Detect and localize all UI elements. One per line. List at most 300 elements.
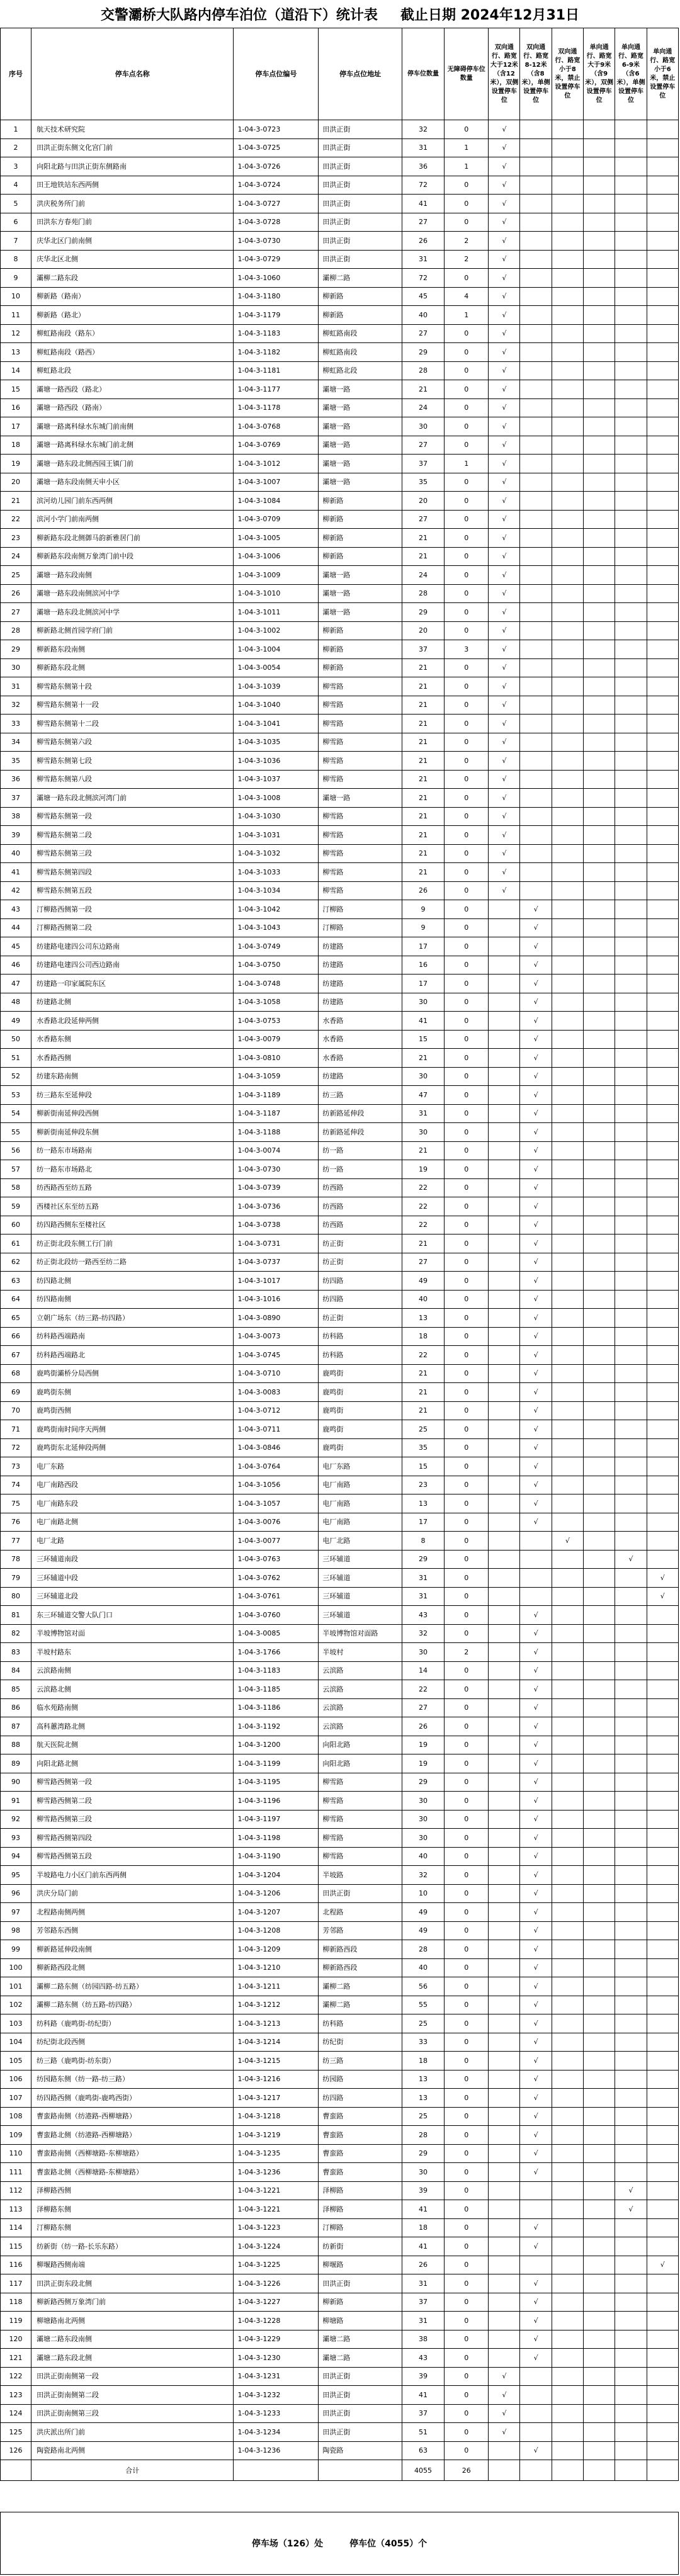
cell-c6: [647, 547, 678, 566]
cell-addr: 北程路: [319, 1903, 402, 1922]
cell-code: 1-04-3-1227: [234, 2293, 319, 2312]
cell-seq: 124: [1, 2404, 31, 2423]
cell-c2: √: [520, 2070, 552, 2089]
cell-name: 柳塘路南北两侧: [31, 2312, 234, 2330]
cell-bf: 0: [445, 752, 489, 771]
cell-c6: [647, 436, 678, 455]
cell-c3: [552, 2274, 583, 2293]
cell-bf: 0: [445, 2070, 489, 2089]
cell-count: 13: [402, 2089, 444, 2108]
cell-c5: [615, 826, 647, 845]
cell-name: 庆华北区门前南侧: [31, 232, 234, 251]
cell-bf: 2: [445, 250, 489, 269]
cell-name: 东三环辅道交警大队门口: [31, 1606, 234, 1625]
cell-addr: 泽柳路: [319, 2181, 402, 2200]
cell-c6: [647, 287, 678, 306]
cell-code: 1-04-3-0085: [234, 1624, 319, 1643]
cell-code: 1-04-3-1192: [234, 1717, 319, 1736]
table-row: [1, 1030, 679, 1049]
cell-count: 56: [402, 1977, 444, 1996]
cell-bf: 0: [445, 2293, 489, 2312]
cell-c3: [552, 2386, 583, 2405]
total-addr: [319, 2460, 402, 2481]
cell-c3: [552, 584, 583, 603]
cell-code: 1-04-3-0074: [234, 1141, 319, 1160]
cell-seq: 35: [1, 752, 31, 771]
cell-name: 庆华北区北侧: [31, 250, 234, 269]
table-row: [1, 1364, 679, 1383]
cell-c1: [489, 2218, 520, 2237]
cell-c1: √: [489, 138, 520, 157]
cell-c5: [615, 176, 647, 195]
cell-c6: [647, 1829, 678, 1848]
cell-code: 1-04-3-1040: [234, 696, 319, 715]
cell-c5: [615, 1327, 647, 1346]
cell-addr: 水香路: [319, 1012, 402, 1031]
cell-c6: [647, 213, 678, 232]
cell-c2: √: [520, 2163, 552, 2182]
cell-c6: [647, 1643, 678, 1662]
cell-c3: [552, 1438, 583, 1457]
cell-c2: √: [520, 1104, 552, 1123]
cell-c5: [615, 1067, 647, 1086]
cell-addr: 田洪正街: [319, 213, 402, 232]
cell-c6: [647, 1401, 678, 1420]
cell-seq: 56: [1, 1141, 31, 1160]
cell-c5: [615, 621, 647, 640]
cell-c1: [489, 1160, 520, 1179]
cell-c1: [489, 1773, 520, 1792]
table-row: [1, 1049, 679, 1068]
cell-c5: [615, 658, 647, 677]
cell-count: 22: [402, 1178, 444, 1197]
cell-c3: [552, 696, 583, 715]
cell-c1: [489, 1903, 520, 1922]
cell-bf: 0: [445, 1792, 489, 1811]
cell-c1: √: [489, 789, 520, 808]
cell-count: 22: [402, 1346, 444, 1365]
cell-addr: 三环辅道: [319, 1550, 402, 1569]
cell-c5: [615, 1773, 647, 1792]
cell-name: 云滨路北侧: [31, 1680, 234, 1699]
cutoff-date: 截止日期 2024年12月31日: [400, 7, 580, 23]
cell-c5: [615, 1977, 647, 1996]
cell-c2: √: [520, 993, 552, 1012]
cell-c4: [584, 2256, 615, 2274]
cell-c4: [584, 956, 615, 974]
cell-c2: √: [520, 2014, 552, 2033]
cell-c1: √: [489, 566, 520, 585]
cell-c2: √: [520, 2089, 552, 2108]
cell-c4: [584, 1996, 615, 2014]
cell-code: 1-04-3-1214: [234, 2033, 319, 2052]
cell-c6: [647, 1420, 678, 1439]
cell-addr: 纺建路: [319, 956, 402, 974]
cell-name: 柳虹路南段（路东）: [31, 324, 234, 343]
cell-c6: [647, 1624, 678, 1643]
cell-addr: 柳新路: [319, 658, 402, 677]
cell-c1: [489, 1420, 520, 1439]
cell-c1: [489, 1401, 520, 1420]
cell-bf: 4: [445, 287, 489, 306]
cell-count: 16: [402, 956, 444, 974]
cell-c2: √: [520, 1717, 552, 1736]
cell-c3: [552, 250, 583, 269]
cell-count: 30: [402, 1810, 444, 1829]
cell-addr: 半坡村: [319, 1643, 402, 1662]
cell-name: 灞塘一路东段南侧: [31, 566, 234, 585]
table-row: [1, 2200, 679, 2219]
cell-c5: [615, 1717, 647, 1736]
cell-c6: [647, 715, 678, 733]
table-row: [1, 1012, 679, 1031]
cell-c1: [489, 1792, 520, 1811]
cell-c5: [615, 2126, 647, 2145]
cell-bf: 0: [445, 1513, 489, 1532]
cell-code: 1-04-3-0846: [234, 1438, 319, 1457]
cell-addr: 田洪正街: [319, 2404, 402, 2423]
cell-c3: [552, 1309, 583, 1328]
cell-bf: 0: [445, 2218, 489, 2237]
cell-c4: [584, 2181, 615, 2200]
cell-c6: [647, 1272, 678, 1291]
cell-c6: [647, 1606, 678, 1625]
cell-bf: 0: [445, 343, 489, 362]
cell-addr: 云滨路: [319, 1698, 402, 1717]
cell-c1: √: [489, 436, 520, 455]
cell-bf: 0: [445, 974, 489, 993]
cell-addr: 灞柳二路: [319, 1977, 402, 1996]
cell-c4: [584, 1290, 615, 1309]
cell-addr: 纺正街: [319, 1309, 402, 1328]
cell-c3: [552, 1123, 583, 1142]
cell-c5: [615, 2441, 647, 2460]
cell-c3: [552, 380, 583, 399]
cell-c6: [647, 1253, 678, 1272]
table-row: [1, 232, 679, 251]
cell-c5: [615, 1438, 647, 1457]
cell-bf: 0: [445, 1717, 489, 1736]
cell-c4: [584, 1587, 615, 1606]
cell-c4: [584, 547, 615, 566]
cell-c5: [615, 455, 647, 473]
cell-c4: [584, 287, 615, 306]
cell-c3: [552, 2070, 583, 2089]
cell-c2: [520, 1569, 552, 1588]
cell-count: 18: [402, 2218, 444, 2237]
cell-c5: [615, 1587, 647, 1606]
cell-c5: [615, 752, 647, 771]
cell-c3: [552, 1141, 583, 1160]
cell-addr: 灞塘一路: [319, 566, 402, 585]
cell-addr: 田洪正街: [319, 1884, 402, 1903]
cell-count: 25: [402, 2014, 444, 2033]
cell-bf: 3: [445, 640, 489, 659]
cell-name: 洪庆派出所门前: [31, 2423, 234, 2442]
table-row: [1, 213, 679, 232]
cell-c5: [615, 195, 647, 213]
cell-c4: [584, 1364, 615, 1383]
cell-c5: [615, 1234, 647, 1253]
cell-c5: [615, 1123, 647, 1142]
cell-seq: 16: [1, 398, 31, 417]
cell-name: 柳新街南延伸段东侧: [31, 1123, 234, 1142]
cell-bf: 0: [445, 1569, 489, 1588]
cell-count: 15: [402, 1030, 444, 1049]
cell-code: 1-04-3-1190: [234, 1847, 319, 1866]
cell-c2: [520, 324, 552, 343]
cell-c2: √: [520, 1736, 552, 1754]
cell-c2: √: [520, 1661, 552, 1680]
table-row: [1, 2386, 679, 2405]
cell-c2: √: [520, 1438, 552, 1457]
table-row: [1, 2312, 679, 2330]
cell-addr: 灞塘一路: [319, 436, 402, 455]
cell-count: 29: [402, 1550, 444, 1569]
cell-c4: [584, 1810, 615, 1829]
cell-c3: [552, 1940, 583, 1959]
table-row: [1, 566, 679, 585]
cell-c3: [552, 398, 583, 417]
cell-seq: 13: [1, 343, 31, 362]
cell-c6: [647, 1698, 678, 1717]
table-row: [1, 398, 679, 417]
table-row: [1, 2330, 679, 2349]
cell-c3: [552, 2237, 583, 2256]
cell-c2: [520, 733, 552, 752]
cell-code: 1-04-3-1181: [234, 361, 319, 380]
table-row: [1, 2070, 679, 2089]
cell-bf: 0: [445, 1253, 489, 1272]
cell-c1: [489, 1866, 520, 1885]
cell-c3: [552, 2126, 583, 2145]
cell-c1: √: [489, 324, 520, 343]
cell-c2: √: [520, 2107, 552, 2126]
cell-seq: 68: [1, 1364, 31, 1383]
cell-count: 49: [402, 1272, 444, 1291]
cell-seq: 18: [1, 436, 31, 455]
cell-name: 滨河幼儿园门前东西两侧: [31, 492, 234, 511]
cell-addr: 灞塘二路: [319, 2349, 402, 2368]
cell-count: 47: [402, 1086, 444, 1105]
cell-addr: 柳雪路: [319, 733, 402, 752]
cell-c6: [647, 956, 678, 974]
cell-c4: [584, 1327, 615, 1346]
cell-seq: 69: [1, 1383, 31, 1402]
cell-bf: 0: [445, 2441, 489, 2460]
cell-name: 水香路北段延伸两侧: [31, 1012, 234, 1031]
cell-c1: [489, 1698, 520, 1717]
cell-seq: 70: [1, 1401, 31, 1420]
cell-count: 14: [402, 1661, 444, 1680]
cell-addr: 柳新路: [319, 640, 402, 659]
cell-c5: [615, 1494, 647, 1513]
cell-c4: [584, 213, 615, 232]
cell-name: 灞塘二路东段北侧: [31, 2349, 234, 2368]
cell-code: 1-04-3-1036: [234, 752, 319, 771]
cell-c4: [584, 380, 615, 399]
cell-c4: [584, 1067, 615, 1086]
cell-addr: 柳堰路: [319, 2256, 402, 2274]
cell-name: 纺建路电建四公司西边路南: [31, 956, 234, 974]
cell-c3: [552, 529, 583, 548]
cell-c2: √: [520, 1829, 552, 1848]
cell-addr: 灞塘一路: [319, 417, 402, 436]
cell-count: 21: [402, 752, 444, 771]
table-row: [1, 1866, 679, 1885]
cell-seq: 120: [1, 2330, 31, 2349]
cell-c6: [647, 1903, 678, 1922]
cell-name: 电厂南路东段: [31, 1494, 234, 1513]
cell-name: 向阳北路与田洪正街东侧路南: [31, 157, 234, 176]
cell-c6: [647, 2052, 678, 2070]
cell-c3: [552, 2367, 583, 2386]
table-row: [1, 881, 679, 900]
cell-c3: [552, 455, 583, 473]
cell-code: 1-04-3-1060: [234, 269, 319, 288]
table-row: [1, 157, 679, 176]
cell-addr: 纺园路: [319, 2070, 402, 2089]
cell-code: 1-04-3-1206: [234, 1884, 319, 1903]
total-count: 4055: [402, 2460, 444, 2481]
cell-c3: [552, 1086, 583, 1105]
cell-seq: 47: [1, 974, 31, 993]
cell-c1: [489, 937, 520, 956]
table-row: [1, 417, 679, 436]
cell-bf: 0: [445, 1996, 489, 2014]
cell-c6: [647, 993, 678, 1012]
cell-c4: [584, 2441, 615, 2460]
cell-seq: 59: [1, 1197, 31, 1216]
cell-c4: [584, 603, 615, 622]
cell-c2: √: [520, 2033, 552, 2052]
cell-seq: 5: [1, 195, 31, 213]
cell-name: 曹蛮路北侧（纺港路-西柳塘路）: [31, 2126, 234, 2145]
cell-seq: 19: [1, 455, 31, 473]
table-row: [1, 2274, 679, 2293]
cell-seq: 25: [1, 566, 31, 585]
cell-code: 1-04-3-1221: [234, 2181, 319, 2200]
cell-seq: 89: [1, 1754, 31, 1773]
cell-name: 柳雪路东侧第六段: [31, 733, 234, 752]
cell-c5: [615, 881, 647, 900]
table-row: [1, 138, 679, 157]
cell-seq: 102: [1, 1996, 31, 2014]
cell-count: 40: [402, 1958, 444, 1977]
cell-c2: [520, 2404, 552, 2423]
cell-c4: [584, 1550, 615, 1569]
table-row: [1, 324, 679, 343]
cell-addr: 田洪正街: [319, 195, 402, 213]
cell-c5: [615, 1624, 647, 1643]
cell-addr: 柳新路: [319, 492, 402, 511]
cell-code: 1-04-3-1037: [234, 770, 319, 789]
cell-c5: [615, 715, 647, 733]
cell-count: 40: [402, 1847, 444, 1866]
header-count: 停车位数量: [402, 28, 444, 120]
cell-c1: √: [489, 2367, 520, 2386]
cell-c4: [584, 696, 615, 715]
cell-count: 21: [402, 715, 444, 733]
cell-c3: [552, 1587, 583, 1606]
cell-bf: 0: [445, 1680, 489, 1699]
cell-c1: [489, 1587, 520, 1606]
cell-code: 1-04-3-0749: [234, 937, 319, 956]
cell-bf: 1: [445, 138, 489, 157]
cell-c2: √: [520, 1457, 552, 1476]
cell-c4: [584, 1383, 615, 1402]
cell-c6: [647, 2163, 678, 2182]
cell-seq: 44: [1, 918, 31, 937]
table-row: [1, 2349, 679, 2368]
cell-c5: [615, 1457, 647, 1476]
cell-c5: [615, 1532, 647, 1551]
cell-count: 29: [402, 1773, 444, 1792]
cell-addr: 柳塘路: [319, 2312, 402, 2330]
cell-c5: [615, 1513, 647, 1532]
cell-seq: 8: [1, 250, 31, 269]
cell-c5: [615, 2367, 647, 2386]
cell-c3: [552, 1012, 583, 1031]
cell-name: 灞塘一路东段南侧滨河中学: [31, 584, 234, 603]
cell-seq: 78: [1, 1550, 31, 1569]
cell-c2: [520, 770, 552, 789]
cell-c2: [520, 306, 552, 325]
cell-code: 1-04-3-1230: [234, 2349, 319, 2368]
cell-bf: 0: [445, 324, 489, 343]
table-row: [1, 1717, 679, 1736]
cell-c4: [584, 2163, 615, 2182]
cell-name: 泽柳路西侧: [31, 2181, 234, 2200]
cell-c3: [552, 1698, 583, 1717]
cell-c1: √: [489, 844, 520, 863]
cell-c5: [615, 417, 647, 436]
cell-c3: [552, 1736, 583, 1754]
cell-bf: 0: [445, 1810, 489, 1829]
cell-code: 1-04-3-1180: [234, 287, 319, 306]
cell-code: 1-04-3-0727: [234, 195, 319, 213]
cell-addr: 曹蛮路: [319, 2144, 402, 2163]
cell-seq: 87: [1, 1717, 31, 1736]
cell-code: 1-04-3-1228: [234, 2312, 319, 2330]
cell-c2: [520, 287, 552, 306]
cell-count: 43: [402, 2349, 444, 2368]
cell-name: 柳新街南延伸段西侧: [31, 1104, 234, 1123]
cell-code: 1-04-3-0761: [234, 1587, 319, 1606]
cell-seq: 20: [1, 473, 31, 492]
cell-seq: 67: [1, 1346, 31, 1365]
cell-c1: [489, 2107, 520, 2126]
cell-count: 26: [402, 881, 444, 900]
cell-count: 39: [402, 2181, 444, 2200]
cell-seq: 55: [1, 1123, 31, 1142]
cell-c1: [489, 2089, 520, 2108]
cell-c1: [489, 1030, 520, 1049]
cell-bf: 0: [445, 993, 489, 1012]
cell-name: 柳雪路东侧第八段: [31, 770, 234, 789]
cell-c1: √: [489, 881, 520, 900]
cell-c4: [584, 2404, 615, 2423]
cell-c6: [647, 1792, 678, 1811]
cell-name: 半坡路电力小区门前东西两侧: [31, 1866, 234, 1885]
cell-c6: √: [647, 2256, 678, 2274]
cell-seq: 42: [1, 881, 31, 900]
table-row: [1, 1272, 679, 1291]
cell-c6: [647, 1327, 678, 1346]
cell-c3: [552, 2144, 583, 2163]
cell-count: 21: [402, 1141, 444, 1160]
cell-seq: 97: [1, 1903, 31, 1922]
